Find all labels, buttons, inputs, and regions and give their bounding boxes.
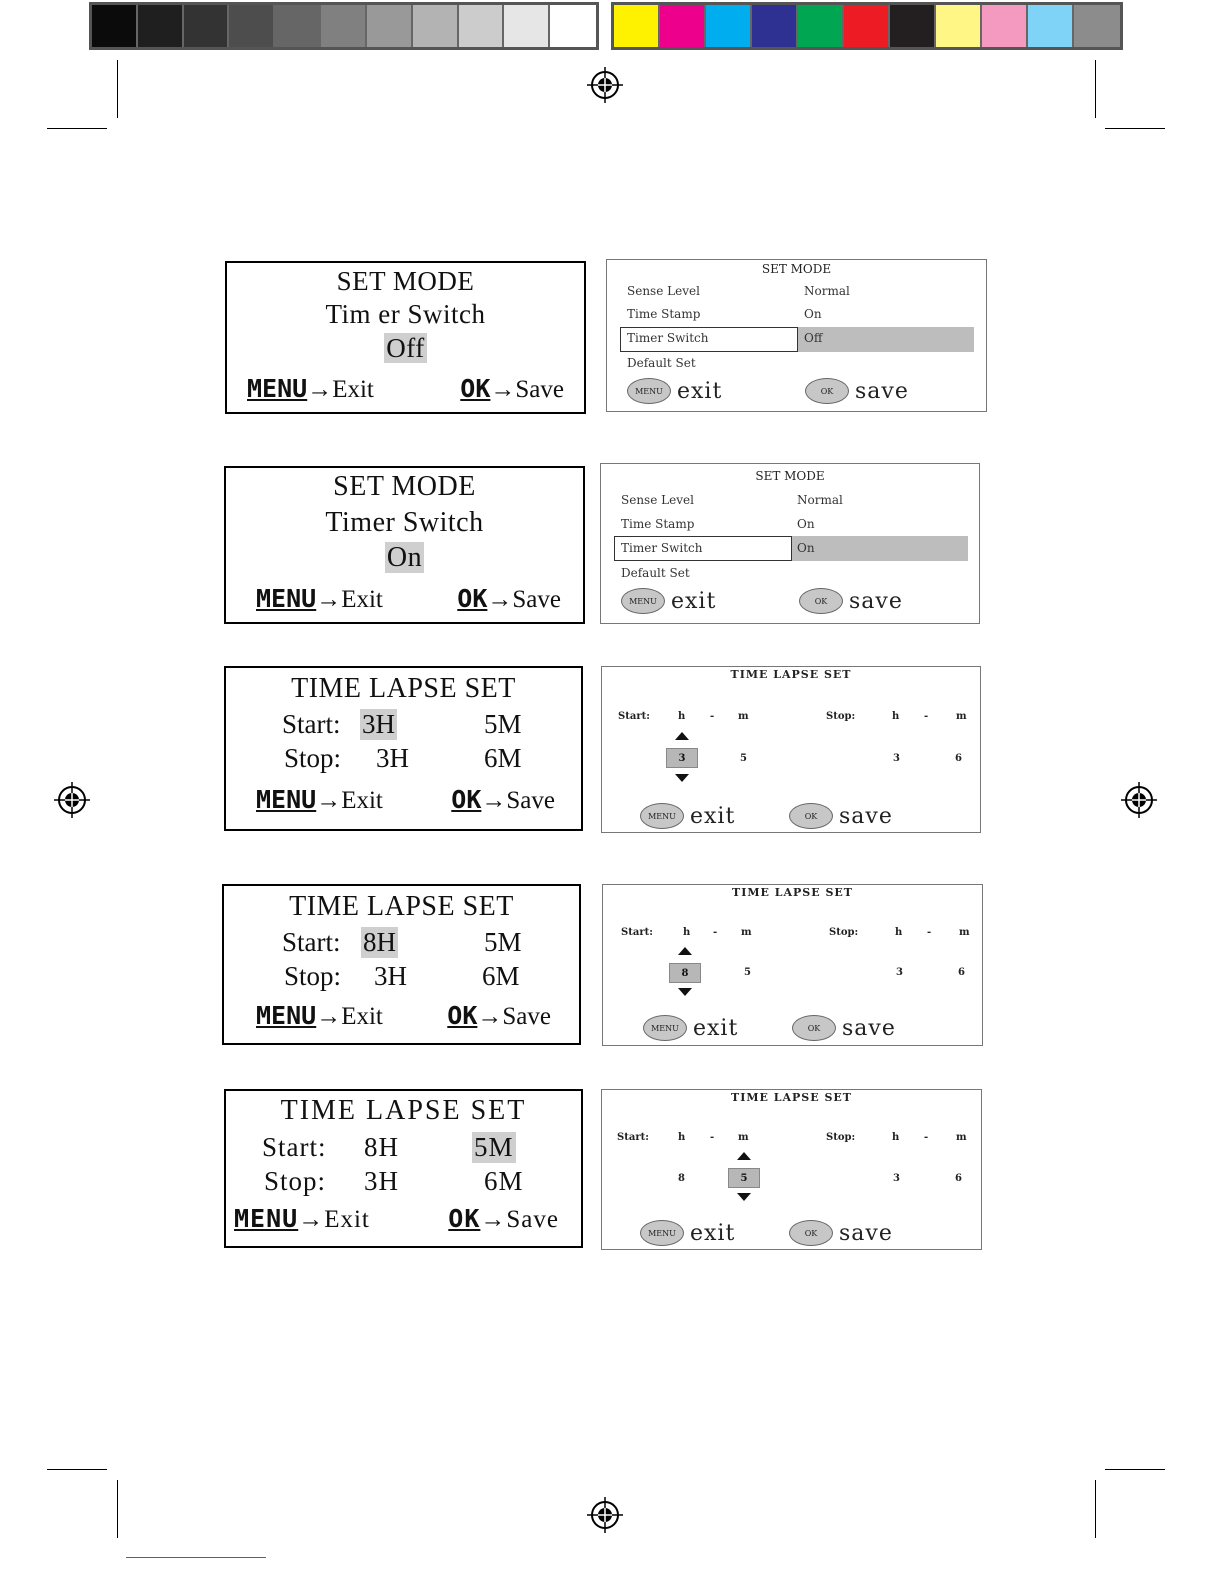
crop-mark xyxy=(1095,1480,1096,1538)
menu-value-selected[interactable]: On xyxy=(797,541,815,555)
footer-rule xyxy=(126,1557,266,1558)
stop-hour[interactable]: 3H xyxy=(376,743,409,773)
start-hour-selected[interactable]: 3 xyxy=(666,748,698,768)
lcd-subtitle: Tim er Switch xyxy=(325,299,486,329)
ok-key: OK xyxy=(451,785,482,814)
menu-value-selected[interactable]: Off xyxy=(804,331,823,345)
hour-header: h xyxy=(892,1132,900,1143)
color-swatch xyxy=(614,5,660,47)
menu-key: MENU xyxy=(256,584,317,613)
color-swatch xyxy=(1074,5,1120,47)
stop-label: Stop: xyxy=(829,927,859,938)
crop-mark xyxy=(1105,1469,1165,1470)
crop-mark xyxy=(47,128,107,129)
lcd-title: SET MODE xyxy=(336,266,475,296)
start-hour[interactable]: 8H xyxy=(364,1132,399,1162)
color-swatch xyxy=(138,5,184,47)
start-label: Start: xyxy=(621,927,653,938)
minute-header: m xyxy=(956,1132,967,1143)
exit-button[interactable] xyxy=(643,1015,738,1041)
screen-title: TIME LAPSE SET xyxy=(730,668,852,681)
menu-value: Normal xyxy=(797,493,843,507)
lcd-time-lapse-2: TIME LAPSE SET Start: 8H 5M Stop: 3H 6M MENU→Exit OK→Save xyxy=(222,884,581,1045)
menu-item-timer-switch[interactable]: Timer Switch xyxy=(621,541,703,555)
minute-header: m xyxy=(956,711,967,722)
gray-calibration-bar xyxy=(89,2,599,50)
crop-mark xyxy=(117,1480,118,1538)
menu-button-icon: MENU xyxy=(640,1220,684,1246)
registration-mark-icon xyxy=(587,1497,623,1533)
color-swatch xyxy=(459,5,505,47)
ok-key: OK xyxy=(447,1001,478,1030)
save-button[interactable] xyxy=(789,803,893,829)
stop-minute[interactable]: 6 xyxy=(955,753,962,764)
crop-mark xyxy=(1105,128,1165,129)
color-calibration-bar xyxy=(611,2,1123,50)
menu-button-icon: MENU xyxy=(621,588,665,614)
save-label: save xyxy=(855,378,909,404)
stop-label: Stop: xyxy=(284,743,342,773)
menu-value: On xyxy=(797,517,815,531)
menu-item-time-stamp[interactable]: Time Stamp xyxy=(621,517,695,531)
screen-title: TIME LAPSE SET xyxy=(732,886,853,899)
exit-label: exit xyxy=(690,1220,736,1246)
save-label: save xyxy=(849,588,903,614)
lcd-title: TIME LAPSE SET xyxy=(289,891,514,922)
color-swatch xyxy=(936,5,982,47)
screen-time-lapse-3 xyxy=(601,1089,982,1250)
registration-mark-icon xyxy=(1121,782,1157,818)
stop-minute[interactable]: 6M xyxy=(482,961,520,991)
stop-hour[interactable]: 3H xyxy=(364,1166,399,1196)
registration-mark-icon xyxy=(54,782,90,818)
start-minute[interactable]: 5M xyxy=(484,709,522,739)
crop-mark xyxy=(117,60,118,118)
lcd-time-lapse-3: TIME LAPSE SET Start: 8H 5M Stop: 3H 6M MENU→Exit OK→Save xyxy=(224,1089,583,1248)
color-swatch xyxy=(706,5,752,47)
screen-title: SET MODE xyxy=(755,469,825,483)
color-swatch xyxy=(229,5,275,47)
minute-header: m xyxy=(738,1132,749,1143)
menu-item-sense-level[interactable]: Sense Level xyxy=(627,284,700,298)
save-label: Save xyxy=(515,376,564,403)
menu-button-icon: MENU xyxy=(643,1015,687,1041)
save-button[interactable] xyxy=(789,1220,893,1246)
menu-key: MENU xyxy=(256,1001,317,1030)
color-swatch xyxy=(184,5,230,47)
dash: - xyxy=(924,711,929,722)
crop-mark xyxy=(47,1469,107,1470)
save-button[interactable] xyxy=(799,588,903,614)
screen-title: TIME LAPSE SET xyxy=(731,1091,852,1104)
screen-time-lapse-1 xyxy=(601,666,981,833)
ok-button-icon: OK xyxy=(789,803,833,829)
stop-hour[interactable]: 3H xyxy=(374,961,407,991)
lcd-title: TIME LAPSE SET xyxy=(280,1095,527,1126)
stop-label: Stop: xyxy=(264,1166,327,1196)
menu-key: MENU xyxy=(247,374,308,403)
color-swatch xyxy=(367,5,413,47)
dash: - xyxy=(927,927,932,938)
start-minute[interactable]: 5M xyxy=(474,1132,514,1162)
start-hour[interactable]: 3H xyxy=(362,709,395,739)
save-label: save xyxy=(839,1220,893,1246)
crop-mark xyxy=(1095,60,1096,118)
save-label: save xyxy=(839,803,893,829)
color-swatch xyxy=(844,5,890,47)
start-minute[interactable]: 5 xyxy=(740,753,747,764)
color-swatch xyxy=(752,5,798,47)
start-hour[interactable]: 8 xyxy=(678,1173,685,1184)
stop-label: Stop: xyxy=(826,1132,856,1143)
stop-label: Stop: xyxy=(284,961,342,991)
screen-set-mode-on xyxy=(600,463,980,624)
minute-header: m xyxy=(959,927,970,938)
color-swatch xyxy=(982,5,1028,47)
stop-label: Stop: xyxy=(826,711,856,722)
ok-button-icon: OK xyxy=(805,378,849,404)
save-button[interactable] xyxy=(792,1015,896,1041)
ok-button-icon: OK xyxy=(789,1220,833,1246)
menu-item-time-stamp[interactable]: Time Stamp xyxy=(627,307,701,321)
exit-label: exit xyxy=(690,803,736,829)
save-label: Save xyxy=(506,787,555,814)
ok-button-icon: OK xyxy=(792,1015,836,1041)
color-swatch xyxy=(660,5,706,47)
ok-key: OK xyxy=(457,584,488,613)
decrease-arrow-icon[interactable] xyxy=(737,1193,751,1201)
start-label: Start: xyxy=(262,1132,327,1162)
start-label: Start: xyxy=(618,711,650,722)
start-label: Start: xyxy=(617,1132,649,1143)
exit-button[interactable] xyxy=(627,378,722,404)
lcd-value: On xyxy=(386,542,423,573)
menu-item-default-set[interactable]: Default Set xyxy=(621,566,690,580)
menu-value: Normal xyxy=(804,284,850,298)
stop-hour[interactable]: 3 xyxy=(893,753,900,764)
hour-header: h xyxy=(892,711,900,722)
color-swatch xyxy=(504,5,550,47)
start-minute-selected[interactable]: 5 xyxy=(728,1168,760,1188)
exit-label: exit xyxy=(671,588,717,614)
ok-button-icon: OK xyxy=(799,588,843,614)
stop-minute[interactable]: 6 xyxy=(955,1173,962,1184)
exit-label: Exit xyxy=(341,1003,383,1030)
lcd-subtitle: Timer Switch xyxy=(325,507,484,538)
dash: - xyxy=(710,1132,715,1143)
exit-label: Exit xyxy=(341,586,383,613)
color-swatch xyxy=(798,5,844,47)
dash: - xyxy=(924,1132,929,1143)
exit-label: Exit xyxy=(332,376,374,403)
minute-header: m xyxy=(741,927,752,938)
lcd-set-mode-on: SET MODE Timer Switch On MENU→Exit OK→Save xyxy=(224,466,585,624)
save-label: Save xyxy=(502,1003,551,1030)
save-label: Save xyxy=(512,586,561,613)
exit-button[interactable] xyxy=(640,803,735,829)
dash: - xyxy=(713,927,718,938)
lcd-value: Off xyxy=(386,333,425,363)
color-swatch xyxy=(92,5,138,47)
hour-header: h xyxy=(678,1132,686,1143)
menu-button-icon: MENU xyxy=(627,378,671,404)
dash: - xyxy=(710,711,715,722)
menu-item-sense-level[interactable]: Sense Level xyxy=(621,493,694,507)
save-label: Save xyxy=(506,1206,559,1233)
start-minute[interactable]: 5 xyxy=(744,967,751,978)
menu-key: MENU xyxy=(234,1204,299,1233)
menu-value: On xyxy=(804,307,822,321)
exit-label: exit xyxy=(677,378,723,404)
lcd-set-mode-off: SET MODE Tim er Switch Off MENU→Exit OK→Save xyxy=(225,261,586,414)
stop-minute[interactable]: 6M xyxy=(484,743,522,773)
screen-time-lapse-2 xyxy=(602,884,983,1046)
exit-button[interactable] xyxy=(640,1220,735,1246)
ok-key: OK xyxy=(448,1204,481,1233)
start-hour[interactable]: 8H xyxy=(363,927,396,957)
lcd-title: TIME LAPSE SET xyxy=(291,673,516,704)
menu-button-icon: MENU xyxy=(640,803,684,829)
registration-mark-icon xyxy=(587,67,623,103)
color-swatch xyxy=(275,5,321,47)
start-minute[interactable]: 5M xyxy=(484,927,522,957)
start-label: Start: xyxy=(282,927,341,957)
hour-header: h xyxy=(683,927,691,938)
minute-header: m xyxy=(738,711,749,722)
color-swatch xyxy=(550,5,596,47)
color-swatch xyxy=(890,5,936,47)
decrease-arrow-icon[interactable] xyxy=(675,774,689,782)
stop-minute[interactable]: 6M xyxy=(484,1166,524,1196)
exit-label: exit xyxy=(693,1015,739,1041)
menu-item-default-set[interactable]: Default Set xyxy=(627,356,696,370)
stop-hour[interactable]: 3 xyxy=(896,967,903,978)
start-label: Start: xyxy=(282,709,341,739)
menu-key: MENU xyxy=(256,785,317,814)
color-swatch xyxy=(413,5,459,47)
lcd-time-lapse-1: TIME LAPSE SET Start: 3H 5M Stop: 3H 6M MENU→Exit OK→Save xyxy=(224,666,583,831)
exit-label: Exit xyxy=(324,1206,370,1233)
save-label: save xyxy=(842,1015,896,1041)
exit-label: Exit xyxy=(341,787,383,814)
increase-arrow-icon[interactable] xyxy=(678,947,692,955)
lcd-title: SET MODE xyxy=(333,471,476,502)
menu-item-timer-switch[interactable]: Timer Switch xyxy=(627,331,709,345)
color-swatch xyxy=(1028,5,1074,47)
stop-hour[interactable]: 3 xyxy=(893,1173,900,1184)
color-swatch xyxy=(321,5,367,47)
increase-arrow-icon[interactable] xyxy=(675,732,689,740)
ok-key: OK xyxy=(460,374,491,403)
stop-minute[interactable]: 6 xyxy=(958,967,965,978)
hour-header: h xyxy=(895,927,903,938)
screen-set-mode-off xyxy=(606,259,987,412)
decrease-arrow-icon[interactable] xyxy=(678,988,692,996)
screen-title: SET MODE xyxy=(761,262,832,276)
increase-arrow-icon[interactable] xyxy=(737,1152,751,1160)
exit-button[interactable] xyxy=(621,588,716,614)
hour-header: h xyxy=(678,711,686,722)
start-hour-selected[interactable]: 8 xyxy=(669,963,701,983)
save-button[interactable] xyxy=(805,378,909,404)
